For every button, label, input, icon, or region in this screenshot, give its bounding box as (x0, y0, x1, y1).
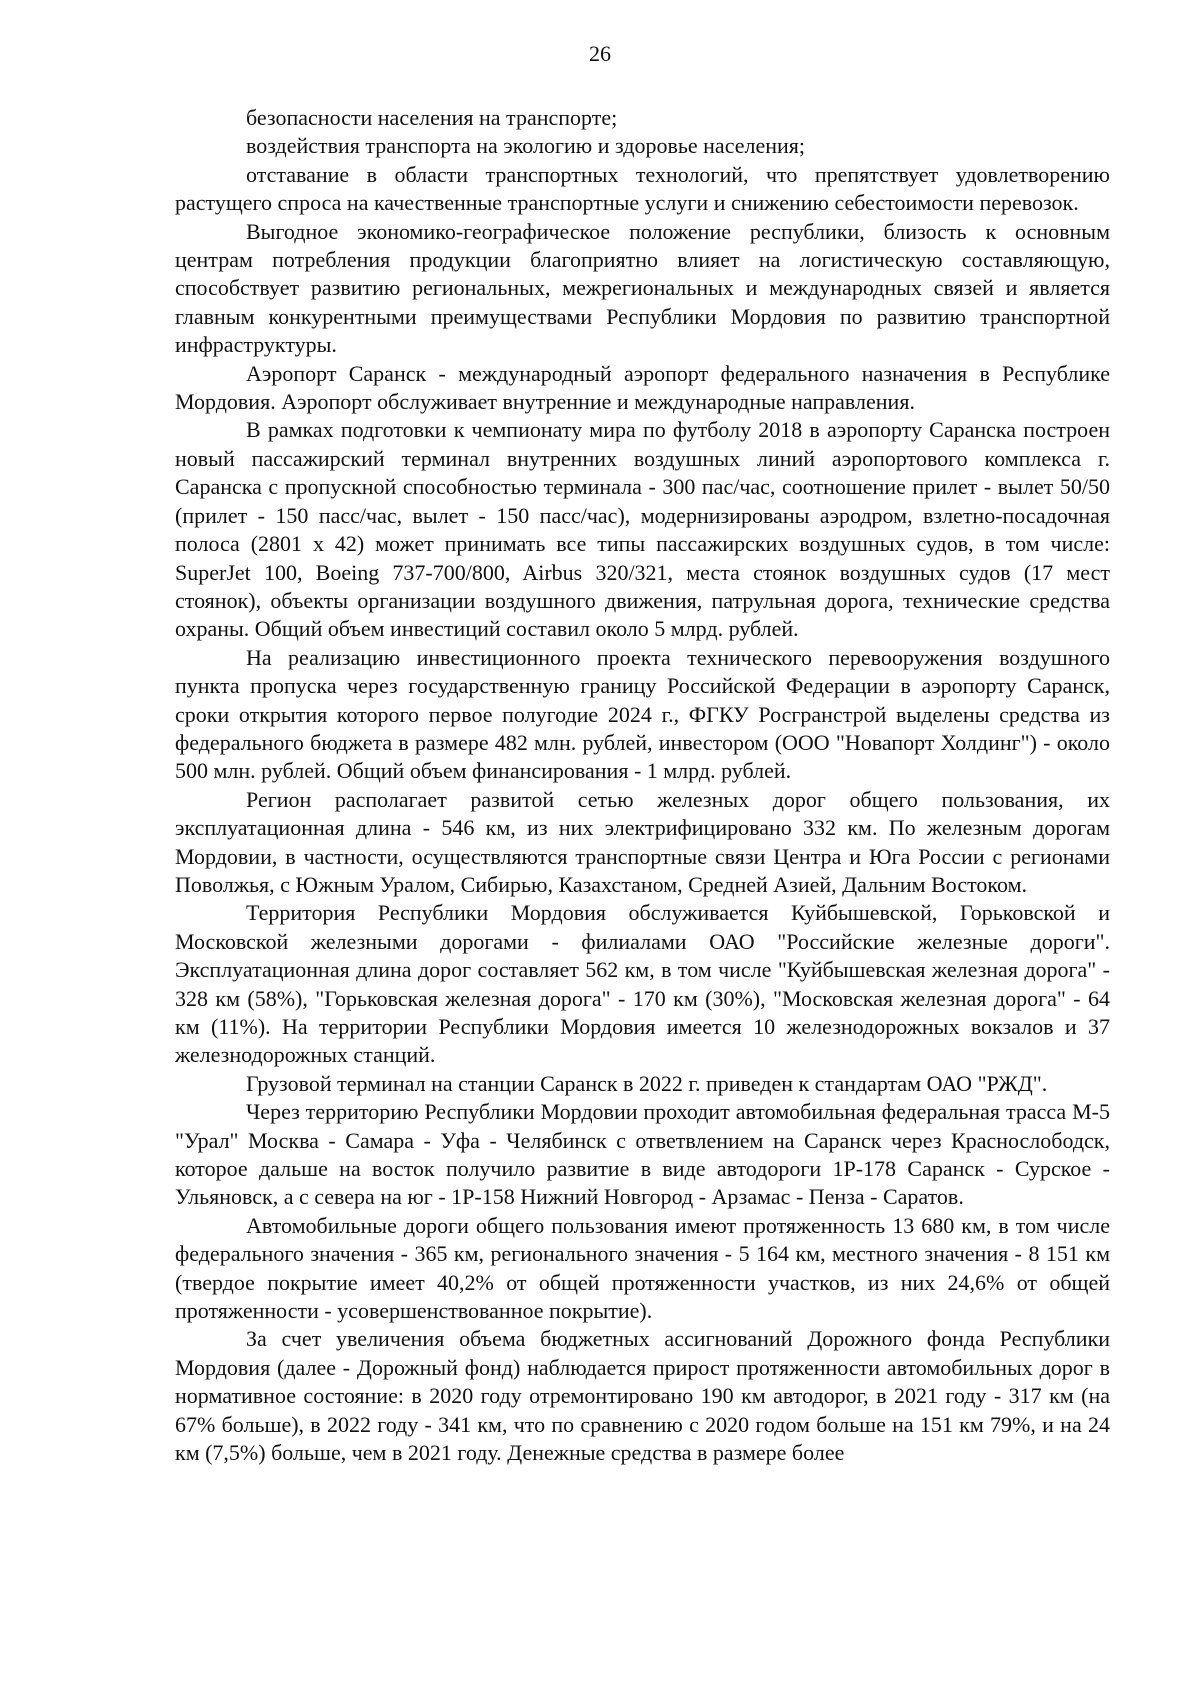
document-body (175, 104, 1110, 1468)
paragraph-railway-branches: Территория Республики Мордовия обслуживается Куйбышевской, Горьковской и Московской железными дорогами - филиалами ОАО "Российские железные дороги". Эксплуатационная длина дорог составляет 562 км, в том числе "Куйбышевская железная дорога" - 328 км (58%), "Горьковская железная дорога" - 170 км (30%), "Московская железная дорога" - 64 км (11%). На территории Республики Мордовия имеется 10 железнодорожных вокзалов и 37 железнодорожных станций. (175, 900, 1110, 1068)
paragraph-road-fund: За счет увеличения объема бюджетных ассигнований Дорожного фонда Республики Мордовия (далее - Дорожный фонд) наблюдается прирост протяженности автомобильных дорог в нормативное состояние: в 2020 году отремонтировано 190 км автодорог, в 2021 году - 317 км (на 67% больше), в 2022 году - 341 км, что по сравнению с 2020 годом больше на 151 км 79%, и на 24 км (7,5%) больше, чем в 2021 году. Денежные средства в размере более (175, 1326, 1110, 1466)
paragraph-road-length: Автомобильные дороги общего пользования имеют протяженность 13 680 км, в том числе федерального значения - 365 км, регионального значения - 5 164 км, местного значения - 8 151 км (твердое покрытие имеет 40,2% от общей протяженности участков, из них 24,6% от общей протяженности - усовершенствованное покрытие). (175, 1212, 1110, 1324)
paragraph-airport-saransk: Аэропорт Саранск - международный аэропорт федерального назначения в Республике Мордовия. Аэропорт обслуживает внутренние и международные направления. (175, 360, 1110, 415)
paragraph-list-item-technology-lag: отставание в области транспортных технологий, что препятствует удовлетворению растущего спроса на качественные транспортные услуги и снижению себестоимости перевозок. (175, 161, 1110, 216)
paragraph-border-checkpoint: На реализацию инвестиционного проекта технического перевооружения воздушного пункта пропуска через государственную границу Российской Федерации в аэропорту Саранск, сроки открытия которого первое полугодие 2024 г., ФГКУ Росгранстрой выделены средства из федерального бюджета в размере 482 млн. рублей, инвестором (ООО "Новапорт Холдинг") - около 500 млн. рублей. Общий объем финансирования - 1 млрд. рублей. (175, 644, 1110, 784)
paragraph-geographic-position: Выгодное экономико-географическое положение республики, близость к основным центрам потребления продукции благоприятно влияет на логистическую составляющую, способствует развитию региональных, межрегиональных и международных связей и является главным конкурентными преимуществами Республики Мордовия по развитию транспортной инфраструктуры. (175, 218, 1110, 358)
paragraph-cargo-terminal: Грузовой терминал на станции Саранск в 2022 г. приведен к стандартам ОАО "РЖД". (246, 1070, 1048, 1096)
page-number: 26 (589, 41, 611, 66)
paragraph-world-cup-terminal: В рамках подготовки к чемпионату мира по футболу 2018 в аэропорту Саранска построен новый пассажирский терминал внутренних воздушных линий аэропортового комплекса г. Саранска с пропускной способностью терминала - 300 пас/час, соотношение прилет - вылет 50/50 (прилет - 150 пасс/час, вылет - 150 пасс/час), модернизированы аэродром, взлетно-посадочная полоса (2801 x 42) может принимать все типы пассажирских воздушных судов, в том числе: SuperJet 100, Boeing 737-700/800, Airbus 320/321, места стоянок воздушных судов (17 мест стоянок), объекты организации воздушного движения, патрульная дорога, технические средства охраны. Общий объем инвестиций составил около 5 млрд. рублей. (175, 417, 1110, 642)
paragraph-list-item-safety: безопасности населения на транспорте; (246, 105, 618, 130)
paragraph-federal-highway: Через территорию Республики Мордовии проходит автомобильная федеральная трасса М-5 "Урал" Москва - Самара - Уфа - Челябинск с ответвлением на Саранск через Краснослободск, которое дальше на восток получило развитие в виде автодороги 1Р-178 Саранск - Сурское - Ульяновск, а с севера на юг - 1Р-158 Нижний Новгород - Арзамас - Пенза - Саратов. (175, 1099, 1110, 1210)
paragraph-railway-network: Регион располагает развитой сетью железных дорог общего пользования, их эксплуатационная длина - 546 км, из них электрифицировано 332 км. По железным дорогам Мордовии, в частности, осуществляются транспортные связи Центра и Юга России с регионами Поволжья, с Южным Уралом, Сибирью, Казахстаном, Средней Азией, Дальним Востоком. (175, 786, 1110, 897)
paragraph-list-item-ecology: воздействия транспорта на экологию и здоровье населения; (246, 133, 806, 159)
